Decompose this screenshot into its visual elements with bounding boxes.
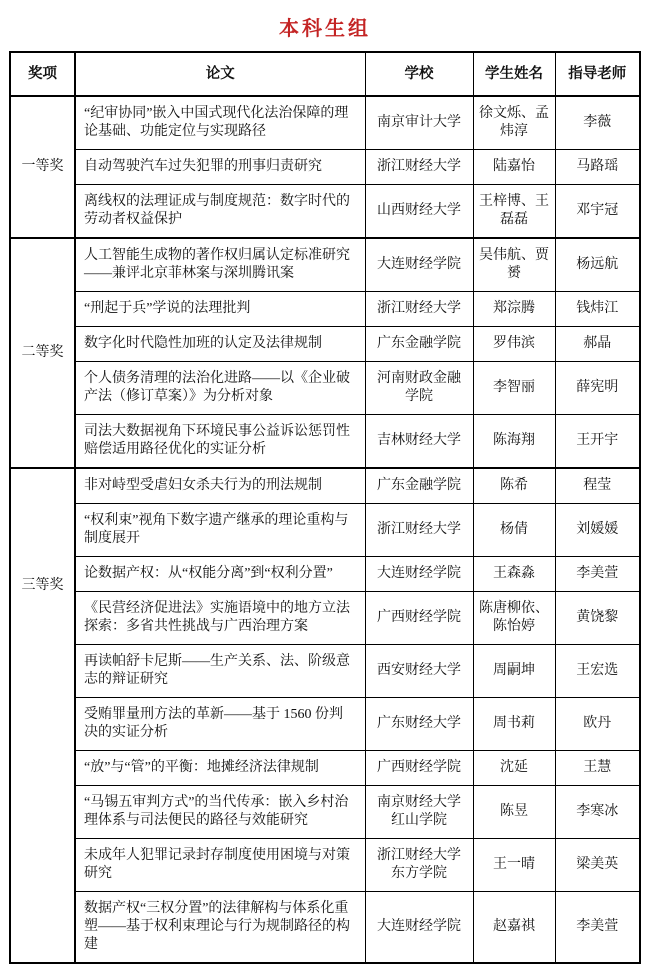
- award-label: 二等奖: [21, 345, 64, 360]
- paper-cell: 再读帕舒卡尼斯——生产关系、法、阶级意志的辩证研究: [75, 645, 365, 698]
- table-row: [10, 468, 640, 504]
- page-title: 本科生组: [279, 18, 371, 40]
- table-row: [10, 292, 640, 327]
- school-cell: 浙江财经大学: [365, 292, 473, 327]
- school-cell: 广东金融学院: [365, 468, 473, 504]
- table-header: [10, 52, 640, 96]
- table-row: [10, 645, 640, 698]
- school-cell: 浙江财经大学: [365, 150, 473, 185]
- paper-cell: 数字化时代隐性加班的认定及法律规制: [75, 327, 365, 362]
- students-cell: 李智丽: [473, 362, 555, 415]
- students-cell: 王梓博、王磊磊: [473, 185, 555, 239]
- table-row: [10, 698, 640, 751]
- advisor-cell: 郝晶: [555, 327, 640, 362]
- table-row: [10, 327, 640, 362]
- school-cell: 山西财经大学: [365, 185, 473, 239]
- paper-cell: 数据产权“三权分置”的法律解构与体系化重塑——基于权利束理论与行为规制路径的构建: [75, 892, 365, 964]
- students-cell: 吴伟航、贾赟: [473, 238, 555, 292]
- school-cell: 南京财经大学红山学院: [365, 786, 473, 839]
- students-cell: 陆嘉怡: [473, 150, 555, 185]
- advisor-cell: 马路瑶: [555, 150, 640, 185]
- students-cell: 徐文烁、孟炜淳: [473, 96, 555, 150]
- table-row: [10, 504, 640, 557]
- school-cell: 大连财经学院: [365, 892, 473, 964]
- school-cell: 广西财经学院: [365, 592, 473, 645]
- advisor-cell: 梁美英: [555, 839, 640, 892]
- advisor-cell: 刘媛媛: [555, 504, 640, 557]
- header-row: [10, 52, 640, 96]
- table-row: [10, 238, 640, 292]
- paper-cell: “纪审协同”嵌入中国式现代化法治保障的理论基础、功能定位与实现路径: [75, 96, 365, 150]
- school-cell: 南京审计大学: [365, 96, 473, 150]
- students-cell: 王森淼: [473, 557, 555, 592]
- paper-cell: 非对峙型受虐妇女杀夫行为的刑法规制: [75, 468, 365, 504]
- students-cell: 陈希: [473, 468, 555, 504]
- award-cell-second: [10, 238, 75, 468]
- school-cell: 大连财经学院: [365, 557, 473, 592]
- table-row: [10, 557, 640, 592]
- table-row: [10, 185, 640, 239]
- awards-table: [9, 51, 641, 964]
- students-cell: 周书莉: [473, 698, 555, 751]
- advisor-cell: 王慧: [555, 751, 640, 786]
- students-cell: 沈延: [473, 751, 555, 786]
- table-row: [10, 786, 640, 839]
- students-cell: 王一晴: [473, 839, 555, 892]
- advisor-cell: 钱炜江: [555, 292, 640, 327]
- paper-cell: “放”与“管”的平衡：地摊经济法律规制: [75, 751, 365, 786]
- school-cell: 广西财经学院: [365, 751, 473, 786]
- advisor-cell: 邓宇冠: [555, 185, 640, 239]
- table-row: [10, 415, 640, 469]
- paper-cell: “权利束”视角下数字遗产继承的理论重构与制度展开: [75, 504, 365, 557]
- header-student: 学生姓名: [473, 52, 555, 96]
- paper-cell: 受贿罪量刑方法的革新——基于 1560 份判决的实证分析: [75, 698, 365, 751]
- table-row: [10, 892, 640, 964]
- school-cell: 河南财政金融学院: [365, 362, 473, 415]
- paper-cell: 人工智能生成物的著作权归属认定标准研究——兼评北京菲林案与深圳腾讯案: [75, 238, 365, 292]
- school-cell: 浙江财经大学东方学院: [365, 839, 473, 892]
- students-cell: 周嗣坤: [473, 645, 555, 698]
- students-cell: 赵嘉祺: [473, 892, 555, 964]
- paper-cell: 个人债务清理的法治化进路——以《企业破产法（修订草案）》为分析对象: [75, 362, 365, 415]
- table-body: [10, 96, 640, 963]
- table-row: [10, 592, 640, 645]
- paper-cell: “刑起于兵”学说的法理批判: [75, 292, 365, 327]
- paper-cell: 离线权的法理证成与制度规范：数字时代的劳动者权益保护: [75, 185, 365, 239]
- paper-cell: 自动驾驶汽车过失犯罪的刑事归责研究: [75, 150, 365, 185]
- award-cell-first: [10, 96, 75, 238]
- advisor-cell: 李美萱: [555, 892, 640, 964]
- paper-cell: 论数据产权：从“权能分离”到“权利分置”: [75, 557, 365, 592]
- advisor-cell: 欧丹: [555, 698, 640, 751]
- award-label: 一等奖: [21, 159, 64, 174]
- advisor-cell: 李寒冰: [555, 786, 640, 839]
- students-cell: 杨倩: [473, 504, 555, 557]
- table-row: [10, 96, 640, 150]
- paper-cell: 司法大数据视角下环境民事公益诉讼惩罚性赔偿适用路径优化的实证分析: [75, 415, 365, 469]
- paper-cell: 《民营经济促进法》实施语境中的地方立法探索：多省共性挑战与广西治理方案: [75, 592, 365, 645]
- students-cell: 罗伟滨: [473, 327, 555, 362]
- award-label: 三等奖: [21, 578, 64, 593]
- header-school: 学校: [365, 52, 473, 96]
- table-row: [10, 150, 640, 185]
- advisor-cell: 程莹: [555, 468, 640, 504]
- school-cell: 大连财经学院: [365, 238, 473, 292]
- school-cell: 广东金融学院: [365, 327, 473, 362]
- advisor-cell: 王开宇: [555, 415, 640, 469]
- school-cell: 广东财经大学: [365, 698, 473, 751]
- students-cell: 郑淙腾: [473, 292, 555, 327]
- advisor-cell: 薛宪明: [555, 362, 640, 415]
- students-cell: 陈唐柳依、陈怡婷: [473, 592, 555, 645]
- header-award: 奖项: [10, 52, 75, 96]
- header-advisor: 指导老师: [555, 52, 640, 96]
- school-cell: 浙江财经大学: [365, 504, 473, 557]
- school-cell: 吉林财经大学: [365, 415, 473, 469]
- advisor-cell: 李美萱: [555, 557, 640, 592]
- paper-cell: “马锡五审判方式”的当代传承：嵌入乡村治理体系与司法便民的路径与效能研究: [75, 786, 365, 839]
- table-row: [10, 362, 640, 415]
- students-cell: 陈海翔: [473, 415, 555, 469]
- header-paper: 论文: [75, 52, 365, 96]
- advisor-cell: 王宏选: [555, 645, 640, 698]
- advisor-cell: 李薇: [555, 96, 640, 150]
- table-row: [10, 751, 640, 786]
- students-cell: 陈昱: [473, 786, 555, 839]
- school-cell: 西安财经大学: [365, 645, 473, 698]
- table-row: [10, 839, 640, 892]
- advisor-cell: 杨远航: [555, 238, 640, 292]
- paper-cell: 未成年人犯罪记录封存制度使用困境与对策研究: [75, 839, 365, 892]
- advisor-cell: 黄饶黎: [555, 592, 640, 645]
- award-cell-third: [10, 468, 75, 963]
